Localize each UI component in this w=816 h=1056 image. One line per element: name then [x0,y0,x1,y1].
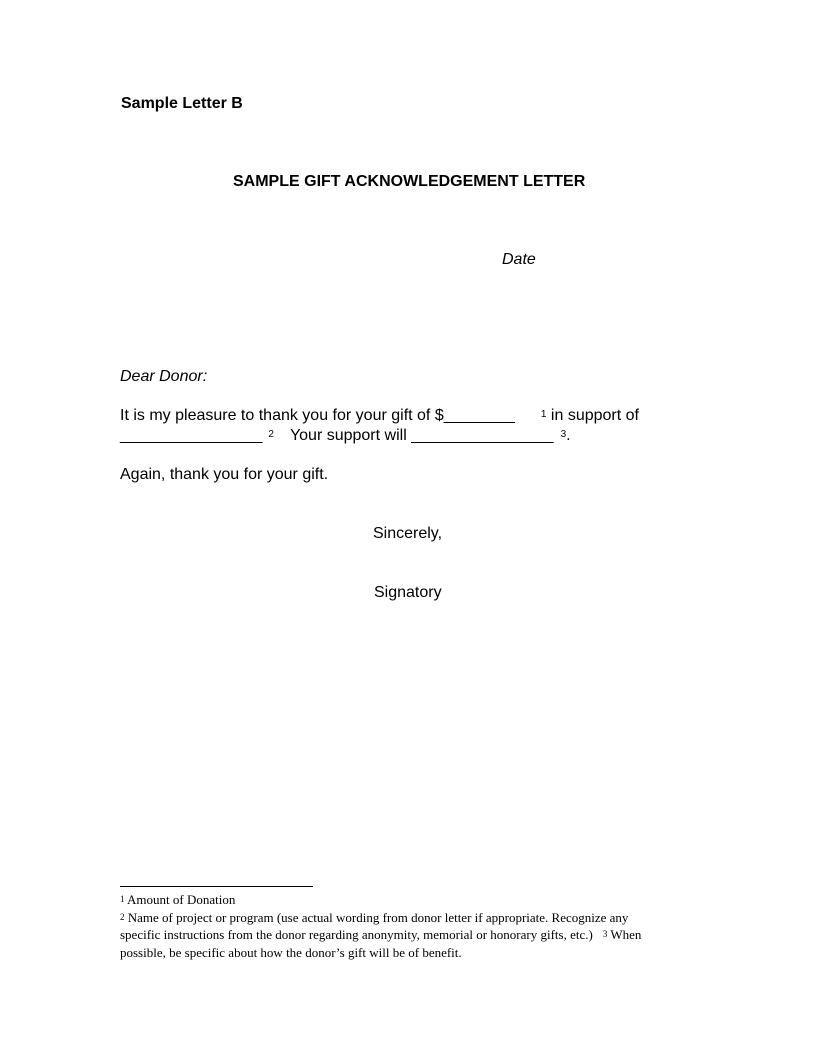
footnote-ref-2: 2 [268,429,274,440]
sample-label: Sample Letter B [121,95,243,112]
paragraph-2: Again, thank you for your gift. [120,466,329,483]
paragraph-1-line-1 [120,407,639,425]
period: . [566,427,571,444]
closing: Sincerely, [373,525,443,542]
footnote-2-text: Name of project or program (use actual wording from donor letter if appropriate. Recognize any specific instructions from the donor regarding anonymity, memorial or honorary gifts, etc.) [120,909,629,942]
footnote-2-number: 2 [120,911,125,922]
footnote-separator [120,886,313,887]
date-placeholder: Date [502,251,536,268]
letter-title: SAMPLE GIFT ACKNOWLEDGEMENT LETTER [233,173,586,190]
footnote-2 [120,910,650,962]
paragraph-1-line-2 [120,427,571,445]
footnote-1-number: 1 [120,894,125,904]
salutation: Dear Donor: [120,368,208,385]
footnote-ref-3: 3 [560,429,567,440]
footnote-3-text: When possible, be specific about how the donor’s gift will be of benefit. [120,927,642,960]
project-blank: ________________ [120,427,263,444]
paragraph-1-tail: in support of [546,407,639,424]
signatory: Signatory [374,584,442,601]
paragraph-1-text: It is my pleasure to thank you for your gift of $________ [120,407,515,424]
footnote-1 [120,892,660,910]
footnote-ref-1: 1 [540,409,547,420]
footnotes [120,892,660,961]
footnote-1-text: Amount of Donation [127,892,236,907]
footnote-3-number: 3 [602,929,608,939]
support-text: Your support will ________________ [289,427,554,444]
